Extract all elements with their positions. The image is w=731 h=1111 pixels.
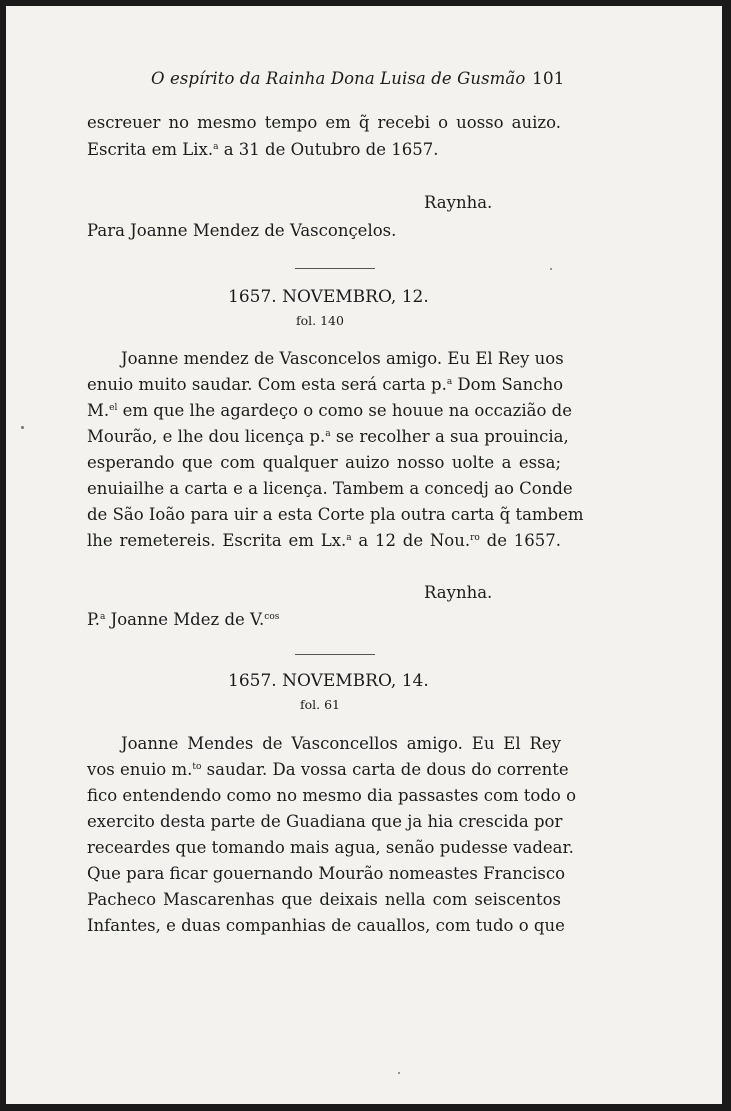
entry3-line-3: fico entendendo como no mesmo dia passastes com todo o bbox=[87, 786, 577, 805]
page-header bbox=[6, 69, 722, 95]
entry2-signature: Raynha. bbox=[424, 583, 493, 602]
entry2-line-7: de São Ioão para uir a esta Corte pla outra carta q̃ tambem bbox=[87, 505, 584, 524]
entry3-line-2: vos enuio m.$^{to}$ saudar. Da vossa carta de dous do corrente bbox=[87, 760, 569, 779]
letter1-dateline: Escrita em Lix.$^a$ a 31 de Outubro de 1657. bbox=[87, 140, 439, 159]
scan-speck bbox=[550, 268, 552, 270]
entry3-line-8: Infantes, e duas companhias de cauallos, com tudo o que bbox=[87, 916, 565, 935]
entry3-heading: 1657. NOVEMBRO, 14. bbox=[228, 671, 429, 691]
scan-speck bbox=[21, 426, 24, 429]
entry2-line-1: Joanne mendez de Vasconcelos amigo. Eu El Rey uos bbox=[121, 349, 564, 368]
section-divider-1 bbox=[295, 268, 375, 269]
section-divider-2 bbox=[295, 654, 375, 655]
letter1-line-1: escreuer no mesmo tempo em q̃ recebi o uosso auizo. bbox=[87, 113, 561, 132]
entry3-line-7: Pacheco Mascarenhas que deixais nella com seiscentos bbox=[87, 890, 561, 909]
page-number: 101 bbox=[532, 69, 565, 89]
letter1-addressee: Para Joanne Mendez de Vasconçelos. bbox=[87, 221, 397, 240]
entry3-line-4: exercito desta parte de Guadiana que ja hia crescida por bbox=[87, 812, 563, 831]
entry3-line-6: Que para ficar gouernando Mourão nomeastes Francisco bbox=[87, 864, 566, 883]
entry3-line-5: receardes que tomando mais agua, senão pudesse vadear. bbox=[87, 838, 574, 857]
entry2-line-8: lhe remetereis. Escrita em Lx.$^a$ a 12 de Nou.$^{ro}$ de 1657. bbox=[87, 531, 561, 550]
book-page bbox=[6, 6, 722, 1104]
entry2-line-5: esperando que com qualquer auizo nosso uolte a essa; bbox=[87, 453, 561, 472]
entry2-line-3: M.$^{el}$ em que lhe agardeço o como se houue na occazião de bbox=[87, 401, 572, 420]
entry2-line-2: enuio muito saudar. Com esta será carta p.$^a$ Dom Sancho bbox=[87, 375, 564, 394]
entry2-line-4: Mourão, e lhe dou licença p.$^a$ se recolher a sua prouincia, bbox=[87, 427, 569, 446]
letter1-signature: Raynha. bbox=[424, 193, 493, 212]
entry2-folio: fol. 140 bbox=[296, 313, 344, 328]
running-title: O espírito da Rainha Dona Luisa de Gusmão bbox=[151, 69, 526, 88]
entry2-heading: 1657. NOVEMBRO, 12. bbox=[228, 287, 429, 307]
scan-speck bbox=[398, 1072, 400, 1074]
entry2-addressee: P.$^a$ Joanne Mdez de V.$^{cos}$ bbox=[87, 610, 280, 629]
entry3-line-1: Joanne Mendes de Vasconcellos amigo. Eu El Rey bbox=[121, 734, 561, 753]
entry3-folio: fol. 61 bbox=[300, 697, 341, 712]
entry2-line-6: enuiailhe a carta e a licença. Tambem a concedj ao Conde bbox=[87, 479, 573, 498]
